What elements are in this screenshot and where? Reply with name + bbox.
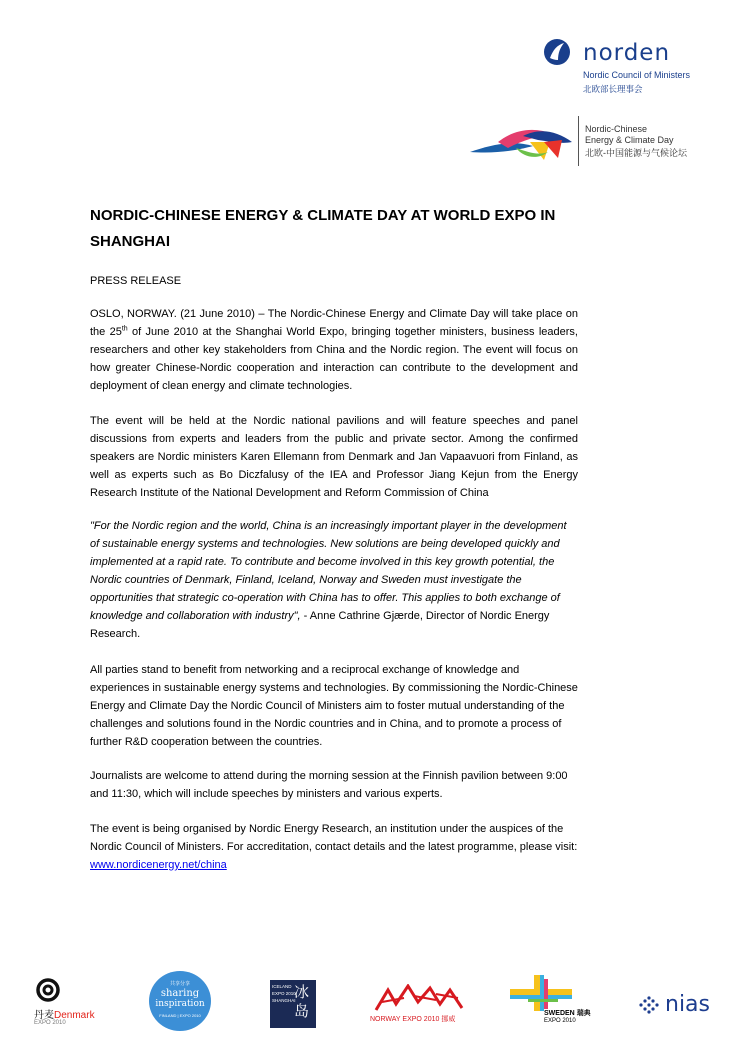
norden-subtitle-en: Nordic Council of Ministers [583, 70, 691, 80]
intro-text: OSLO, NORWAY. (21 June 2010) – The Nordic-Chinese Energy and Climate Day will take place on the 25 [90, 308, 578, 338]
norway-text: NORWAY EXPO 2010 挪威 [370, 1016, 456, 1023]
event-logo-line1: Nordic-Chinese [585, 124, 648, 134]
sweden-expo-logo [510, 975, 591, 1035]
logo-divider [578, 116, 579, 166]
finland-line2: sharing [160, 988, 200, 999]
paragraph-quote [90, 517, 578, 643]
norway-expo-logo [370, 970, 468, 1030]
norden-swan-icon [543, 38, 571, 66]
paragraph-benefits: All parties stand to benefit from networking and a reciprocal exchange of knowledge and experiences in sustainable energy systems and technologies. By commissioning the Nordic-Chinese Energy and Climate Day the Nordic Council of Ministers aim to foster mutual understanding of the challenges and solutions found in the Nordic countries and in China, and to promote a process of further R&D cooperation between the countries. [90, 664, 578, 748]
norden-subtitle-zh: 北欧部长理事会 [583, 84, 643, 94]
programme-link[interactable]: www.nordicenergy.net/china [90, 859, 227, 871]
sweden-zh: 瑞典 [576, 1010, 591, 1017]
iceland-expo-logo [270, 980, 316, 1028]
sweden-cross-icon [510, 975, 572, 1011]
iceland-zh: 冰岛 [294, 984, 310, 1020]
paragraph-organiser [90, 820, 578, 874]
doc-type-label: PRESS RELEASE [90, 275, 182, 287]
denmark-zh: 丹麦 [34, 1010, 54, 1021]
norden-wordmark: norden [583, 40, 671, 66]
denmark-expo-logo [34, 970, 114, 1030]
quote-attribution: - Anne Cathrine Gjærde, Director of Nordic Energy Research. [90, 610, 550, 640]
event-logo [468, 116, 718, 170]
event-logo-line3: 北欧-中国能源与气候论坛 [585, 148, 687, 158]
fish-wave-icon [468, 122, 574, 166]
quote-text: "For the Nordic region and the world, China is an increasingly important player in the development of sustainable energy systems and technologies. New solutions are being developed quickly and implemented at a rapid rate. To contribute and become involved in this key growth potential, the Nordic countries of Denmark, Finland, Iceland, Norway and Sweden must investigate the opportunities that strategic co-operation with China has to offer. This applies to both exchange of knowledge and collaboration with industry", [90, 520, 567, 622]
event-logo-line2: Energy & Climate Day [585, 135, 674, 145]
paragraph-venue: The event will be held at the Nordic national pavilions and will feature speeches and panel discussions from experts and leaders from the public and private sector. Among the confirmed speakers are Nordic ministers Karen Ellemann from Denmark and Jan Vapaavuori from Finland, as well as experts such as Bo Diczfalusy of the IEA and Professor Jiang Kejun from the Energy Research Institute of the National Development and Reform Commission of China [90, 415, 578, 499]
spiral-icon [36, 978, 60, 1002]
sweden-name: SWEDEN [544, 1010, 575, 1017]
organiser-text: The event is being organised by Nordic Energy Research, an institution under the auspices of the Nordic Council of Ministers. For accreditation, contact details and the latest programme, please visit: [90, 823, 578, 853]
denmark-sub: EXPO 2010 [34, 1020, 66, 1026]
intro-text-cont: of June 2010 at the Shanghai World Expo, bringing together ministers, business leaders, researchers and other key stakeholders from China and the Nordic region. The event will focus on how greater Chinese-Nordic cooperation and interaction can contribute to the development and deployment of clean energy and climate technologies. [90, 326, 578, 392]
page-title: NORDIC-CHINESE ENERGY & CLIMATE DAY AT WORLD EXPO IN SHANGHAI [90, 207, 556, 250]
nias-logo [637, 970, 719, 1030]
ordinal-suffix: th [121, 325, 128, 333]
finland-line4: FINLAND | EXPO 2010 [159, 1013, 201, 1018]
iceland-line2: EXPO 2010 [272, 991, 296, 996]
finland-expo-logo [148, 970, 212, 1030]
finland-line3: inspiration [155, 999, 205, 1009]
nias-dots-icon [637, 996, 661, 1014]
paragraph-journalists: Journalists are welcome to attend during the morning session at the Finnish pavilion between 9:00 and 11:30, which will include speeches by ministers and various experts. [90, 770, 568, 800]
norway-flags-icon [374, 984, 464, 1012]
norden-logo [543, 38, 713, 98]
nias-text: nias [665, 992, 710, 1017]
denmark-name: Denmark [54, 1010, 95, 1021]
iceland-line3: SHANGHAI [272, 998, 296, 1003]
paragraph-intro [90, 305, 578, 395]
iceland-line1: ICELAND [272, 984, 292, 989]
finland-line1: 共享分享 [169, 981, 190, 987]
sweden-sub: EXPO 2010 [544, 1018, 576, 1024]
